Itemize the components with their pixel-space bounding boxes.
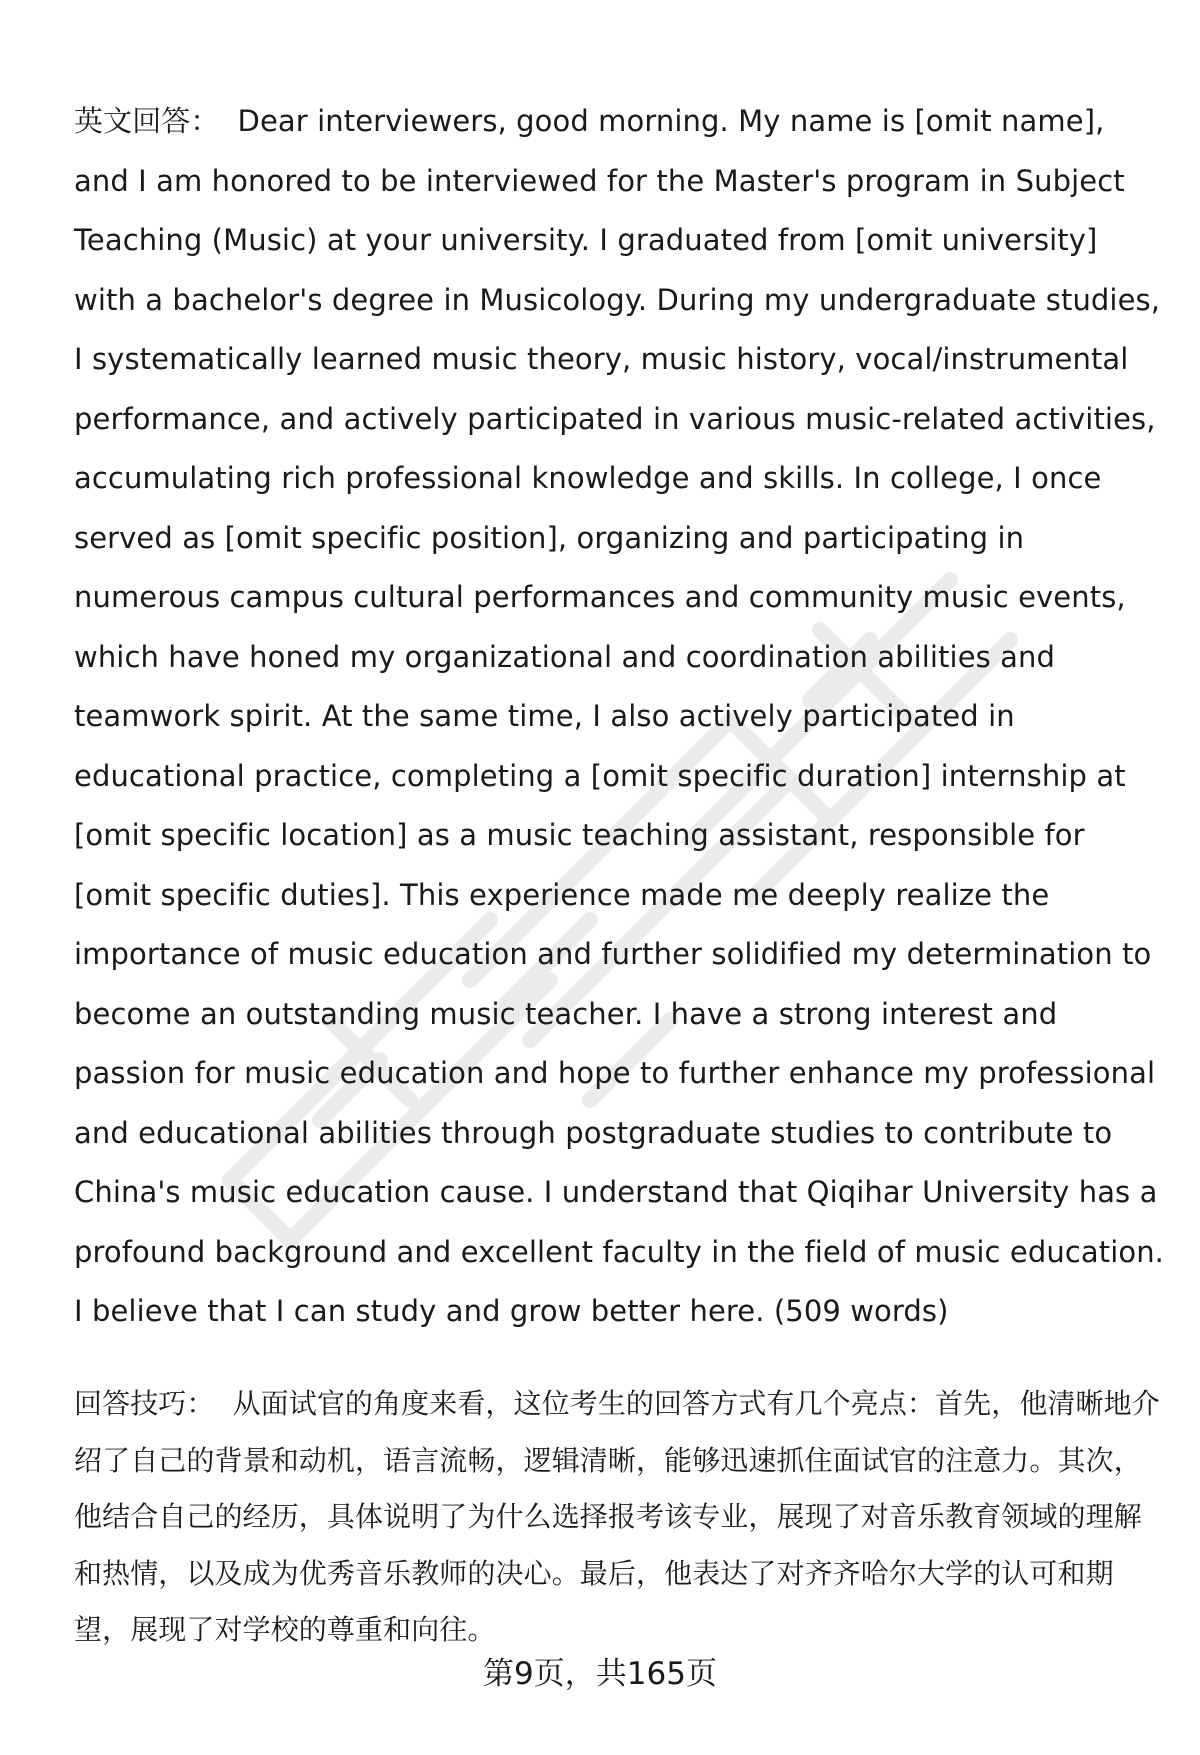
english-answer-text: Dear interviewers, good morning. My name is [omit name], and I am honored to be interviewed for the Master's program in Subject Teaching (Music) at your university. I graduated from [omit university] with a bachelor's degree in Musicology. During my undergraduate studies, I systematically learned music theory, music history, vocal/instrumental performance, and actively participated in various music-related activities, accumulating rich professional knowledge and skills. In college, I once served as [omit specific position], organizing and participating in numerous campus cultural performances and community music events, which have honed my organizational and coordination abilities and teamwork spirit. At the same time, I also actively participated in educational practice, completing a [omit specific duration] internship at [omit specific location] as a music teaching assistant, responsible for [omit specific duties]. This experience made me deeply realize the importance of music education and further solidified my determination to become an outstanding music teacher. I have a strong interest and passion for music education and hope to further enhance my professional and educational abilities through postgraduate studies to contribute to China's music education cause. I understand that Qiqihar University has a profound background and excellent faculty in the field of music education. I believe that I can study and grow better here. (509 words) bbox=[74, 104, 1164, 1328]
english-answer-paragraph bbox=[74, 92, 1164, 1342]
answer-tips-label: 回答技巧： bbox=[74, 1387, 215, 1420]
answer-tips-text: 从面试官的角度来看，这位考生的回答方式有几个亮点：首先，他清晰地介绍了自己的背景和动机，语言流畅，逻辑清晰，能够迅速抓住面试官的注意力。其次，他结合自己的经历，具体说明了为什么选择报考该专业，展现了对音乐教育领域的理解和热情，以及成为优秀音乐教师的决心。最后，他表达了对齐齐哈尔大学的认可和期望，展现了对学校的尊重和向往。 bbox=[74, 1387, 1160, 1646]
page-indicator: 第9页，共165页 bbox=[483, 1656, 717, 1692]
english-answer-label: 英文回答： bbox=[74, 104, 220, 138]
answer-tips-paragraph bbox=[74, 1376, 1164, 1659]
